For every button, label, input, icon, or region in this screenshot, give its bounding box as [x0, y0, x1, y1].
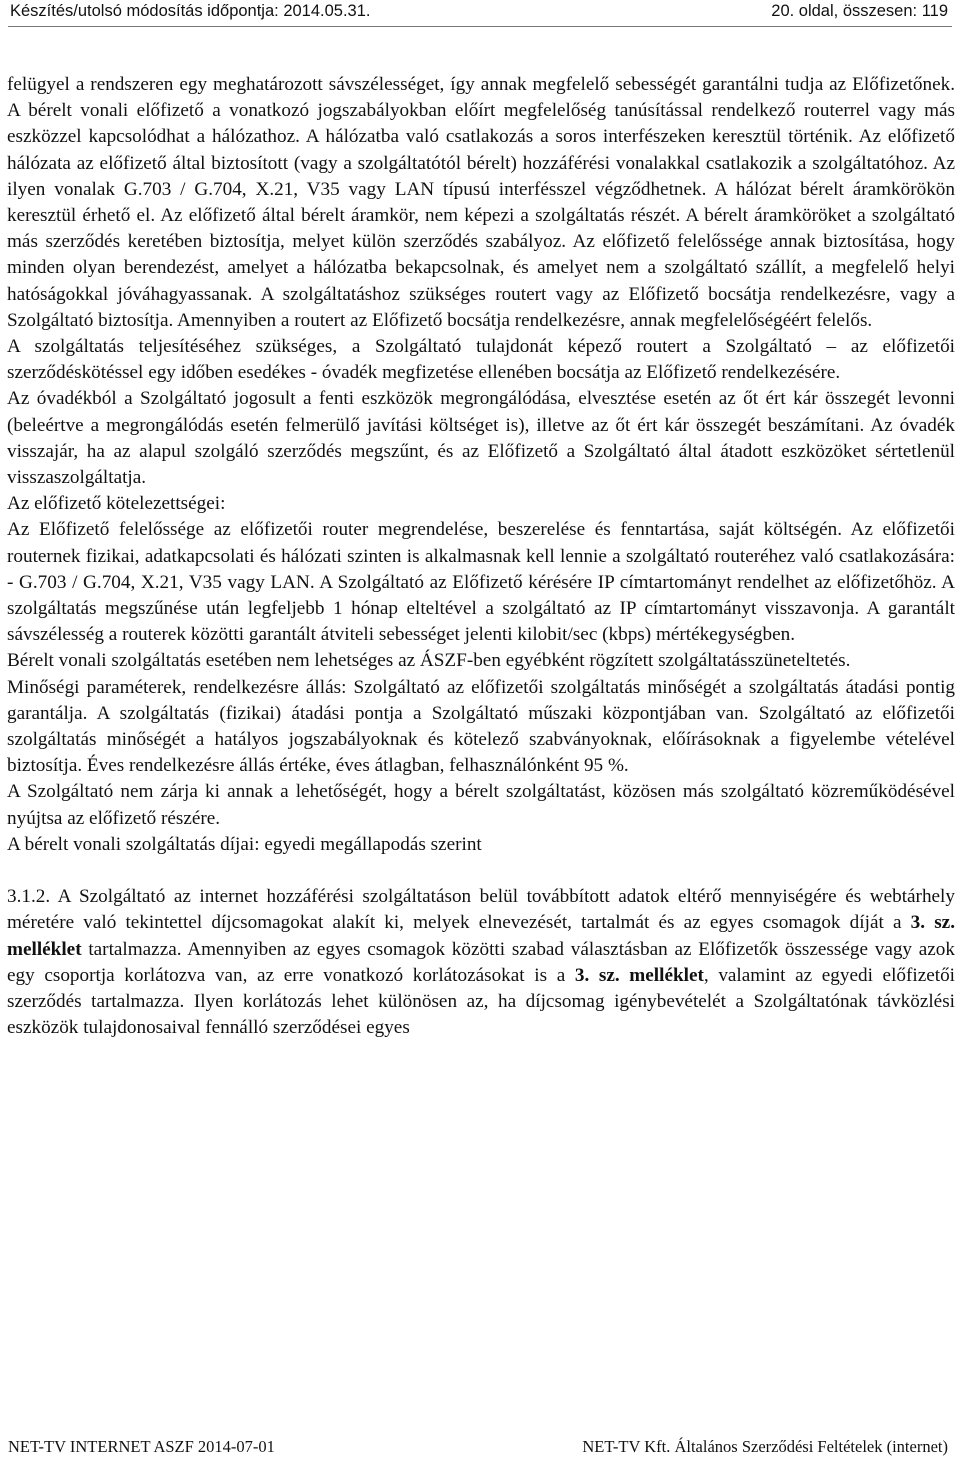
paragraph-deposit-deduction: Az óvadékból a Szolgáltató jogosult a fenti eszközök megrongálódása, elvesztése esetén az őt ért kár összegét levonni (beleértve a megrongálódás esetén felmerülő javítási költséget is), illetve az őt ért kár összegét beszámítani. Az óvadék visszajár, ha az alapul szolgáló szerződés megszűnt, és az Előfizető a Szolgáltató által átadott eszközöket sértetlenül visszaszolgáltatja. — [7, 388, 955, 489]
page-footer — [8, 1436, 948, 1458]
paragraph-cooperation: A Szolgáltató nem zárja ki annak a lehetőségét, hogy a bérelt szolgáltatást, közösen más szolgáltató közreműködésével nyújtsa az előfizető részére. — [7, 781, 955, 829]
paragraph-leased-line-intro: felügyel a rendszeren egy meghatározott sávszélességet, így annak megfelelő sebességét garantálni tudja az Előfizetőnek. A bérelt vonali előfizető a vonatkozó jogszabályokban előírt megfelelőség tanúsítással rendelkező routerrel vagy más eszközzel kapcsolódhat a hálózathoz. A hálózatba való csatlakozás a soros interfészeken keresztül történik. Az előfizető hálózata az előfizető által biztosított (vagy a szolgáltatótól bérelt) hozzáférési vonalakkal csatlakozik a szolgáltatóhoz. Az ilyen vonalak G.703 / G.704, X.21, V35 vagy LAN típusú interfésszel végződhetnek. A hálózat bérelt áramkörökön keresztül érhető el. Az előfizető által bérelt áramkör, nem képezi a szolgáltatás részét. A bérelt áramköröket a szolgáltató más szerződés keretében biztosítja, melyet külön szerződés szabályoz. Az előfizető felelőssége annak biztosítása, hogy minden olyan berendezést, amelyet a hálózatba bekapcsolnak, és amelyet nem a szolgáltató szállít, a megfelelő helyi hatóságokkal jóváhagyassanak. A szolgáltatáshoz szükséges routert vagy az Előfizető bocsátja rendelkezésre, vagy a Szolgáltató biztosítja. Amennyiben a routert az Előfizető bocsátja rendelkezésre, annak megfelelőségéért felelős. — [7, 74, 955, 331]
footer-document-id: NET-TV INTERNET ASZF 2014-07-01 — [8, 1437, 275, 1456]
section-text-part-3: , valamint az egyedi előfizetői szerződés tartalmazza. Ilyen korlátozás lehet különösen az, ha díjcsomag igénybevételét a Szolgáltatónak távközlési eszközök tulajdonosaival fennálló szerződései egyes — [7, 964, 955, 1039]
paragraph-section-3-1-2 — [7, 884, 955, 1041]
annex-reference-1: 3. sz. melléklet — [7, 912, 955, 960]
paragraph-fees: A bérelt vonali szolgáltatás díjai: egyedi megállapodás szerint — [7, 833, 482, 855]
paragraph-subscriber-obligations-heading: Az előfizető kötelezettségei: — [7, 493, 226, 515]
header-page-number: 20. oldal, összesen: 119 — [771, 2, 948, 20]
paragraph-quality-parameters: Minőségi paraméterek, rendelkezésre állás: Szolgáltató az előfizetői szolgáltatás minőségét a szolgáltatás átadási pontig garantálja. A szolgáltatás (fizikai) átadási pontja a Szolgáltató műszaki központjában van. Szolgáltató az előfizetői szolgáltatás minőségét a hatályos jogszabályoknak és kötelező szabványoknak, előírásoknak a figyelembe vételével biztosítja. Éves rendelkezésre állás értéke, éves átlagban, felhasználónként 95 %. — [7, 676, 955, 777]
page-header — [10, 0, 948, 22]
annex-reference-2: 3. sz. melléklet — [574, 964, 704, 986]
section-text-part-2: tartalmazza. Amennyiben az egyes csomagok közötti szabad választásban az Előfizetők összessége vagy azok egy csoportja korlátozva van, az erre vonatkozó korlátozásokat is a — [7, 938, 955, 986]
header-divider — [8, 26, 952, 27]
paragraph-suspension: Bérelt vonali szolgáltatás esetében nem lehetséges az ÁSZF-ben egyébként rögzített szolgáltatásszüneteltetés. — [7, 650, 851, 672]
paragraph-router-deposit: A szolgáltatás teljesítéséhez szükséges, a Szolgáltató tulajdonát képező routert a Szolgáltató – az előfizetői szerződéskötéssel egy időben esedékes - óvadék megfizetése ellenében bocsátja az Előfizető rendelkezésére. — [7, 336, 955, 384]
header-modified-date: Készítés/utolsó módosítás időpontja: 2014.05.31. — [10, 2, 371, 20]
document-body — [7, 72, 955, 1041]
footer-document-title: NET-TV Kft. Általános Szerződési Feltételek (internet) — [582, 1437, 948, 1456]
paragraph-subscriber-responsibility: Az Előfizető felelőssége az előfizetői router megrendelése, beszerelése és fenntartása, saját költségén. Az előfizetői routernek fizikai, adatkapcsolati és hálózati szinten is alkalmasnak kell lennie a szolgáltató routeréhez való csatlakozására: - G.703 / G.704, X.21, V35 vagy LAN. A Szolgáltató az Előfizető kérésére IP címtartományt rendelhet az előfizetőhöz. A szolgáltatás megszűnése után legfeljebb 1 hónap elteltével a szolgáltató az IP címtartományt visszavonja. A garantált sávszélesség a routerek közötti garantált átviteli sebességet jelenti kilobit/sec (kbps) mértékegységben. — [7, 519, 955, 646]
section-text-part-1: 3.1.2. A Szolgáltató az internet hozzáférési szolgáltatáson belül továbbított adatok eltérő mennyiségére és webtárhely méretére való tekintettel díjcsomagokat alakít ki, melyek elnevezését, tartalmát és az egyes csomagok díját a — [7, 886, 955, 934]
